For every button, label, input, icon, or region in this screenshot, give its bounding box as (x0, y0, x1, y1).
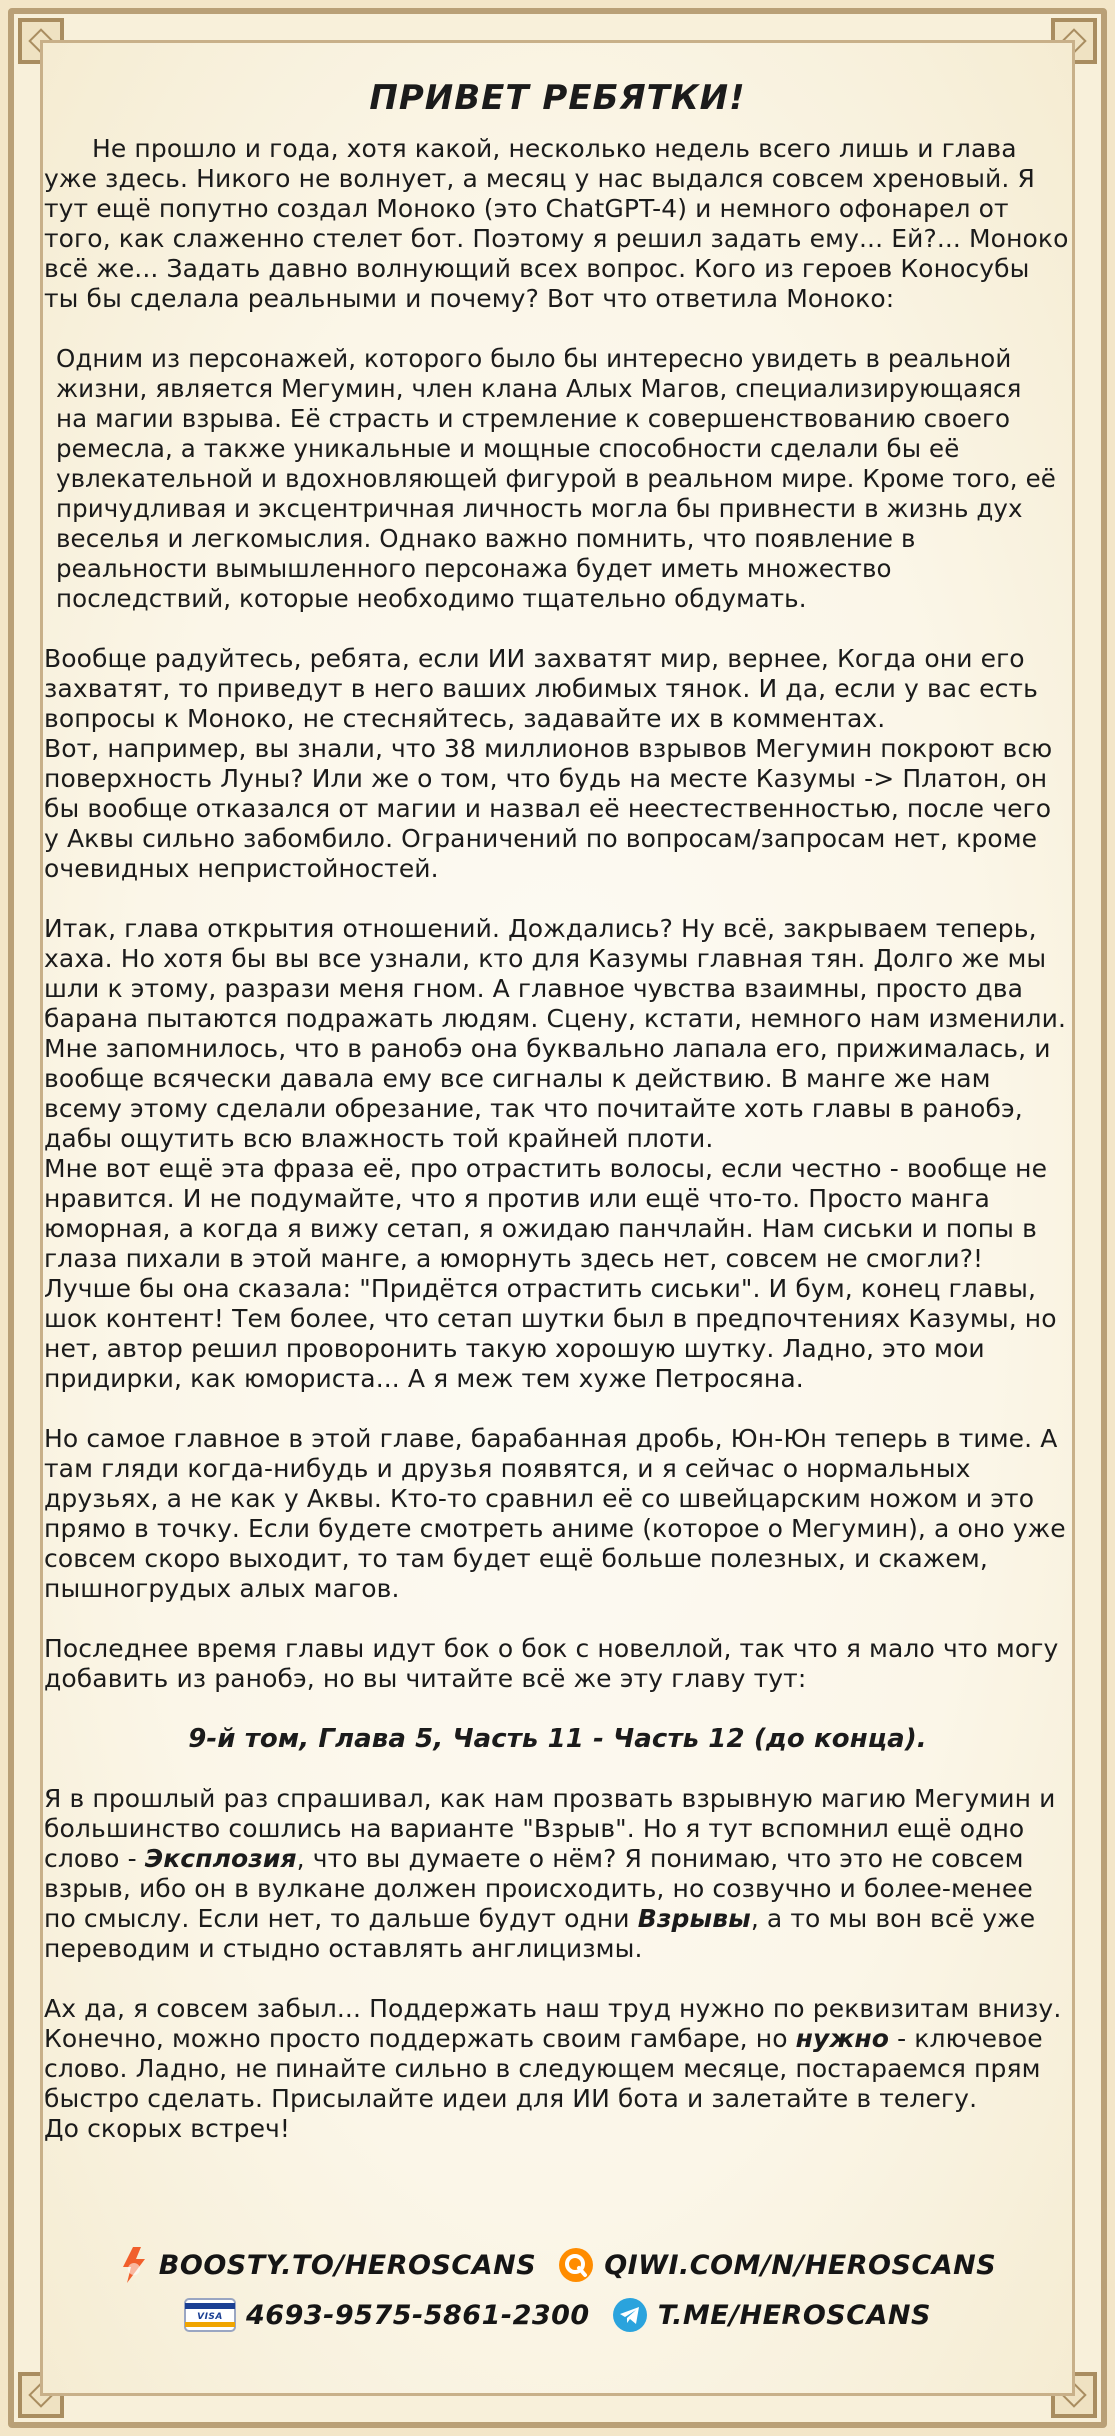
joke-paragraph: Мне вот ещё эта фраза её, про отрастить волосы, если честно - вообще не нравится. И не подумайте, что я против или ещё что-то. Просто манга юморная, а когда я вижу сетап, я ожидаю панчлайн. Нам сиськи и попы в глаза пихали в этой манге, а юморнуть здесь нет, совсем не смогли?! Лучше бы она сказала: "Придётся отрастить сиськи". И бум, конец главы, шок контент! Тем более, что сетап шутки был в предпочтениях Казумы, но нет, автор решил проворонить такую хорошую шутку. Ладно, это мои придирки, как юмориста... А я меж тем хуже Петросяна. (44, 1154, 1057, 1393)
chapter-review-paragraph: Итак, глава открытия отношений. Дождались? Ну всё, закрываем теперь, хаха. Но хотя бы вы все узнали, кто для Казумы главная тян. Долго же мы шли к этому, разрази меня гном. А главное чувства взаимны, просто два барана пытаются подражать людям. Сцену, кстати, немного нам изменили. Мне запомнилось, что в ранобэ она буквально лапала его, прижималась, и вообще всячески давала ему все сигналы к действию. В манге же нам всему этому сделали обрезание, так что почитайте хоть главы в ранобэ, дабы ощутить всю влажность той крайней плоти. (44, 914, 1066, 1153)
qiwi-link[interactable] (558, 2247, 996, 2283)
telegram-link[interactable] (612, 2297, 931, 2333)
questions-paragraph: Вот, например, вы знали, что 38 миллионов взрывов Мегумин покроют всю поверхность Луны? Или же о том, что будь на месте Казумы -> Платон, он бы вообще отказался от магии и назвал её неестественностью, после чего у Аквы сильно забомбило. Ограничений по вопросам/запросам нет, кроме очевидных непристойностей. (44, 734, 1053, 883)
explosions-word-emphasis: Взрывы (637, 1904, 751, 1933)
qiwi-icon (558, 2247, 594, 2283)
support-links-footer (0, 2240, 1115, 2340)
page-title: ПРИВЕТ РЕБЯТКИ! (369, 78, 746, 118)
yunyun-paragraph: Но самое главное в этой главе, барабанная дробь, Юн-Юн теперь в тиме. А там гляди когда-нибудь и друзья появятся, и я сейчас о нормальных друзьях, а не как у Аквы. Кто-то сравнил её со швейцарским ножом и это прямо в точку. Если будете смотреть аниме (которое о Мегумин), а оно уже совсем скоро выходит, то там будет ещё больше полезных, и скажем, пышногрудых алых магов. (44, 1424, 1066, 1603)
visa-badge-text: VISA (197, 2312, 223, 2322)
ai-paragraph: Вообще радуйтесь, ребята, если ИИ захватят мир, вернее, Когда они его захватят, то приведут в него ваших любимых тянок. И да, если у вас есть вопросы к Моноко, не стесняйтесь, задавайте их в комментах. (44, 644, 1038, 733)
footer-row-top (0, 2240, 1115, 2290)
explosion-text-part: , что вы думаете о нём? Я понимаю, что это не совсем взрыв, ибо он в вулкане должен происходить, но созвучно и более-менее по смыслу. Если нет, то дальше будут одни (44, 1844, 1033, 1933)
boosty-link[interactable] (119, 2247, 536, 2283)
chapter-reference: 9-й том, Глава 5, Часть 11 - Часть 12 (до конца). (188, 1724, 927, 1754)
farewell-line: До скорых встреч! (44, 2114, 291, 2143)
monoko-answer-quote: Одним из персонажей, которого было бы интересно увидеть в реальной жизни, является Мегумин, член клана Алых Магов, специализирующаяся на магии взрыва. Её страсть и стремление к совершенствованию своего ремесла, а также уникальные и мощные способности сделали бы её увлекательной и вдохновляющей фигурой в реальном мире. Кроме того, её причудливая и эксцентричная личность могла бы привнести в жизнь дух веселья и легкомыслия. Однако важно помнить, что появление в реальности вымышленного персонажа будет иметь множество последствий, которые необходимо тщательно обдумать. (56, 344, 1056, 613)
explosion-word-emphasis: Эксплозия (144, 1844, 297, 1873)
letter-content (44, 78, 1071, 2174)
explosion-text-part: , а то мы вон всё уже переводим и стыдно оставлять англицизмы. (44, 1904, 1036, 1963)
telegram-link-label: T.ME/HEROSCANS (657, 2299, 931, 2331)
novel-paragraph: Последнее время главы идут бок о бок с новеллой, так что я мало что могу добавить из ранобэ, но вы читайте всё же эту главу тут: (44, 1634, 1059, 1693)
visa-card-number[interactable] (184, 2298, 590, 2332)
footer-row-bottom (0, 2290, 1115, 2340)
telegram-icon (612, 2297, 648, 2333)
qiwi-link-label: QIWI.COM/N/HEROSCANS (604, 2249, 997, 2281)
support-text-part: Ах да, я совсем забыл... Поддержать наш труд нужно по реквизитам внизу. Конечно, можно просто поддержать своим гамбаре, но (44, 1994, 1062, 2053)
explosion-paragraph (44, 1784, 1071, 1964)
visa-card-label: 4693-9575-5861-2300 (246, 2299, 590, 2331)
visa-card-icon (184, 2298, 236, 2332)
need-word-emphasis: нужно (795, 2024, 890, 2053)
intro-paragraph: Не прошло и года, хотя какой, несколько недель всего лишь и глава уже здесь. Никого не волнует, а месяц у нас выдался совсем хреновый. Я тут ещё попутно создал Моноко (это ChatGPT-4) и немного офонарел от того, как слаженно стелет бот. Поэтому я решил задать ему... Ей?... Моноко всё же... Задать давно волнующий всех вопрос. Кого из героев Коносубы ты бы сделала реальными и почему? Вот что ответила Моноко: (44, 134, 1069, 313)
support-paragraph (44, 1994, 1071, 2114)
boosty-link-label: BOOSTY.TO/HEROSCANS (158, 2249, 537, 2281)
explosion-text-part: Я в прошлый раз спрашивал, как нам прозвать взрывную магию Мегумин и большинство сошлись на варианте "Взрыв". Но я тут вспомнил ещё одно слово - (44, 1784, 1056, 1873)
boosty-icon (119, 2247, 149, 2283)
support-text-part: - ключевое слово. Ладно, не пинайте сильно в следующем месяце, постараемся прям быстро сделать. Присылайте идеи для ИИ бота и залетайте в телегу. (44, 2024, 1043, 2113)
